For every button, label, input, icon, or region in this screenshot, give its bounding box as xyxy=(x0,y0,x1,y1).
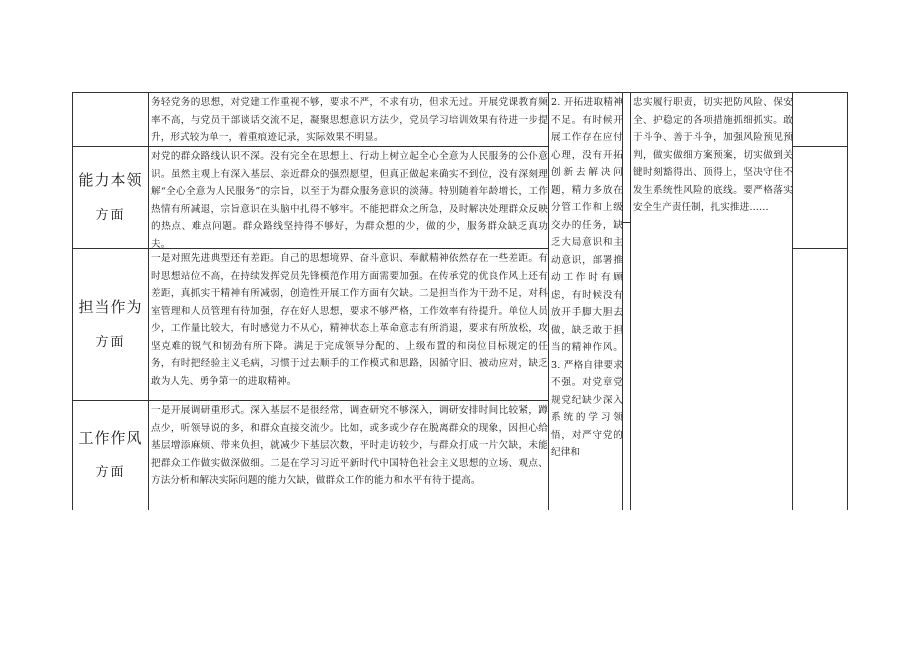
table-border-right xyxy=(847,92,848,510)
row-content-ability xyxy=(149,148,550,248)
row-label-work-style xyxy=(73,401,148,509)
row-label-responsibility xyxy=(73,249,148,400)
row-content-text: 务轻党务的思想，对党建工作重视不够，要求不严，不求有功，但求无过。开展党课教育频率不高，与党员干部谈话交流不足，凝聚思想意识方法少，党员学习培训效果有待进一步提升，形式较为单一，着重痕迹记录，实际效果不明显。 xyxy=(151,97,548,143)
row-content-text: 一是开展调研重形式。深入基层不是很经常，调查研究不够深入，调研安排时间比较紧，蹲点少，听领导说的多，和群众直接交流少。比如，或多或少存在脱离群众的现象，因担心给基层增添麻烦、带来负担，就减少下基层次数，平时走访较少，与群众打成一片欠缺，未能把群众工作做实做深做细。二是在学习习近平新时代中国特色社会主义思想的立场、观点、方法分析和解决实际问题的能力欠缺，做群众工作的能力和水平有待于提高。 xyxy=(151,405,548,486)
empty-cell-3 xyxy=(793,249,847,320)
middle-problem-column xyxy=(549,94,625,458)
row-label-title: 担当作为 xyxy=(78,298,143,316)
empty-cell-1 xyxy=(793,93,847,146)
row-content-text: 一是对照先进典型还有差距。自己的思想境界、奋斗意识、奉献精神依然存在一些差距。有时思想站位不高，在持续发挥党员先锋模范作用方面需要加强。在传承党的优良作风上还有差距，真抓实干精神有所减弱，创造性开展工作方面有欠缺。二是担当作为干劲不足，对科室管理和人员管理有待加强，存在好人思想，要求不够严格，工作效率有待提升。单位人员少，工作量比较大，有时感觉力不从心，精神状态上革命意志有所消退，要求有所放松，攻坚克难的锐气和韧劲有所下降。满足于完成领导分配的、上级布置的和岗位目标规定的任务，有时把经验主义毛病，习惯于过去顺手的工作模式和思路，因循守旧、被动应对，缺乏敢为人先、勇争第一的进取精神。 xyxy=(151,253,548,387)
row-label-subtitle: 方面 xyxy=(95,465,126,481)
empty-cell-2 xyxy=(793,147,847,248)
row-content-text: 对党的群众路线认识不深。没有完全在思想上、行动上树立起全心全意为人民服务的公仆意识。虽然主观上有深入基层、亲近群众的强烈愿望，但真正做起来确实不到位，没有深刻理解“全心全意为人民服务”的宗旨，以至于为群众服务意识的淡薄。特别随着年龄增长，工作热情有所减退，宗旨意识在头脑中扎得不够牢。不能把群众之所急，及时解决处理群众反映的热点、难点问题。群众路线坚持得不够好，为群众想的少，做的少，服务群众缺乏真功夫。 xyxy=(151,151,548,250)
row-content-work-style xyxy=(149,402,550,510)
row-label-ability xyxy=(73,147,148,248)
row-label-title: 工作作风 xyxy=(78,428,143,447)
row-label-subtitle: 方面 xyxy=(95,334,126,350)
row-label-title: 能力本领 xyxy=(78,171,143,189)
right-measures-text: 忠实履行职责，切实把防风险、保安全、护稳定的各项措施抓细抓实。敢于斗争、善于斗争，加强风险预见预判，做实做细方案预案，切实做到关键时刻豁得出、顶得上，坚决守住不发生系统性风险的底线。要严格落实安全生产责任制，扎实推进…… xyxy=(633,97,793,213)
row-content-responsibility xyxy=(149,250,550,400)
row-content-continued xyxy=(149,94,550,146)
self-review-table xyxy=(72,92,848,510)
row-label-continued xyxy=(73,93,148,146)
right-measures-column xyxy=(631,94,795,394)
middle-problem-text: 2. 开拓进取精神不足。有时候开展工作存在应付心理，没有开拓创新去解决问题，精力多放在分管工作和上级交办的任务，缺乏大局意识和主动意识，部署推动工作时有顾虑，有时候没有放开手脚大胆去做，缺乏敢于担当的精神作风。3. 严格自律要求不强。对党章党规党纪缺少深入系统的学习领悟，对严守党的纪律和 xyxy=(551,97,623,458)
table-border-top xyxy=(72,92,848,93)
row-label-subtitle: 方面 xyxy=(95,207,126,223)
